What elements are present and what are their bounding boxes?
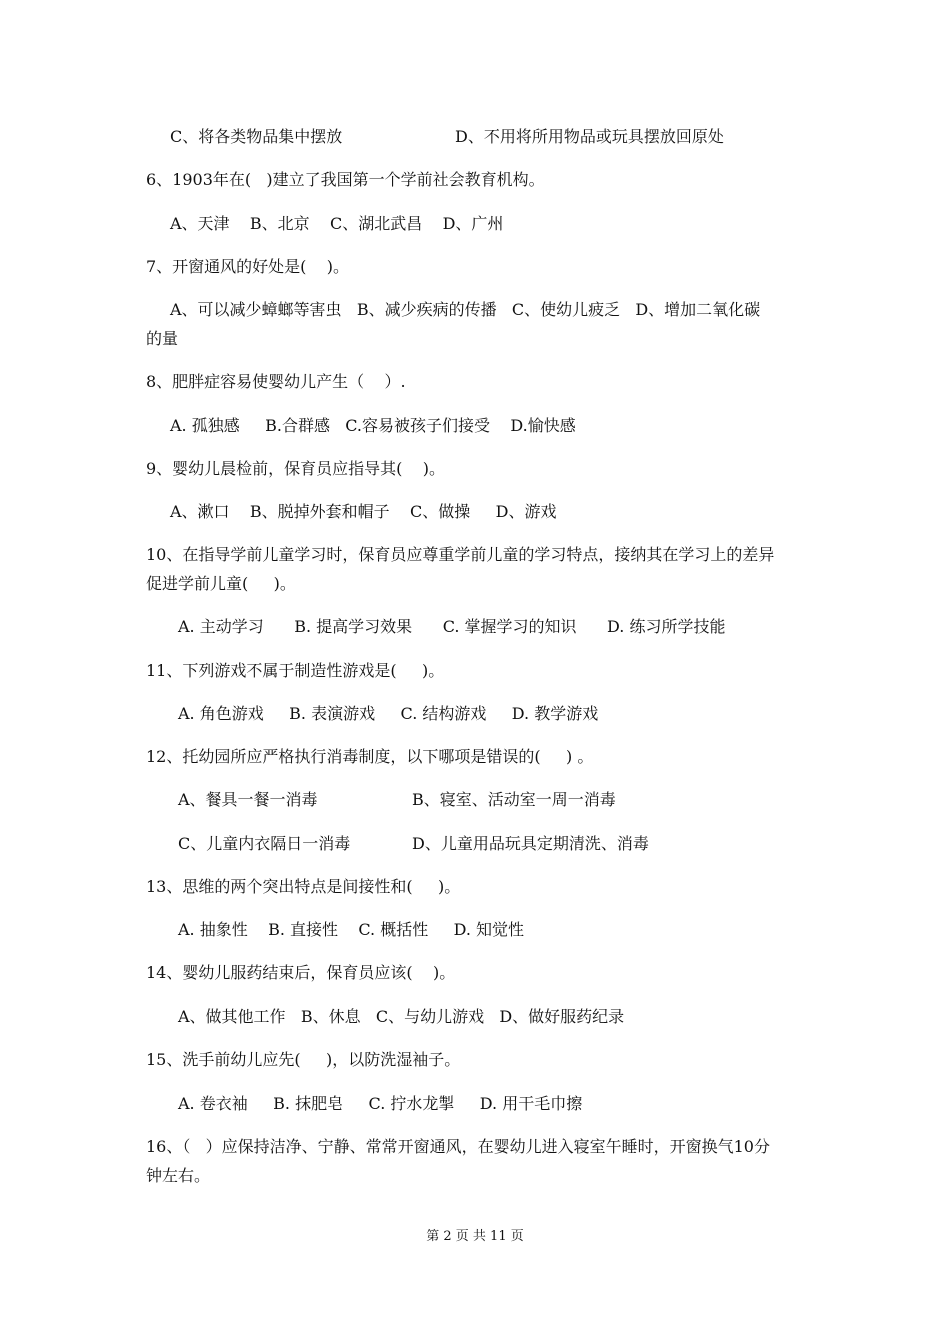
question-7: 7、开窗通风的好处是( )。 [146, 257, 350, 276]
question-13-options: A. 抽象性 B. 直接性 C. 概括性 D. 知觉性 [178, 920, 525, 939]
question-9-options: A、漱口 B、脱掉外套和帽子 C、做操 D、游戏 [170, 502, 557, 521]
question-14-options: A、做其他工作 B、休息 C、与幼儿游戏 D、做好服药纪录 [178, 1007, 625, 1026]
question-15: 15、洗手前幼儿应先( )，以防洗湿袖子。 [146, 1050, 461, 1069]
question-9: 9、婴幼儿晨检前，保育员应指导其( )。 [146, 459, 446, 478]
question-14: 14、婴幼儿服药结束后，保育员应该( )。 [146, 963, 456, 982]
question-11: 11、下列游戏不属于制造性游戏是( )。 [146, 661, 445, 680]
question-12: 12、托幼园所应严格执行消毒制度，以下哪项是错误的( ) 。 [146, 747, 594, 766]
question-10-options: A. 主动学习 B. 提高学习效果 C. 掌握学习的知识 D. 练习所学技能 [178, 617, 726, 636]
question-8: 8、肥胖症容易使婴幼儿产生（ ）. [146, 372, 406, 391]
question-6: 6、1903年在( )建立了我国第一个学前社会教育机构。 [146, 170, 545, 189]
question-6-options: A、天津 B、北京 C、湖北武昌 D、广州 [170, 214, 504, 233]
q5-option-c: C、将各类物品集中摆放 [170, 127, 343, 146]
question-10-continued: 促进学前儿童( )。 [146, 574, 296, 593]
question-11-options: A. 角色游戏 B. 表演游戏 C. 结构游戏 D. 教学游戏 [178, 704, 599, 723]
question-16: 16、（ ）应保持洁净、宁静、常常开窗通风，在婴幼儿进入寝室午睡时，开窗换气10分 [146, 1137, 770, 1156]
q5-option-d: D、不用将所用物品或玩具摆放回原处 [455, 127, 724, 146]
question-12-option-d: D、儿童用品玩具定期清洗、消毒 [412, 834, 649, 853]
question-7-options: A、可以减少蟑螂等害虫 B、减少疾病的传播 C、使幼儿疲乏 D、增加二氧化碳 [170, 300, 761, 319]
question-12-option-c: C、儿童内衣隔日一消毒 [178, 834, 351, 853]
question-7-options-continued: 的量 [146, 329, 179, 348]
page-footer [0, 1229, 950, 1245]
page-number: 第 2 页 共 11 页 [426, 1229, 524, 1244]
question-15-options: A. 卷衣袖 B. 抹肥皂 C. 拧水龙掣 D. 用干毛巾擦 [178, 1094, 583, 1113]
question-10: 10、在指导学前儿童学习时，保育员应尊重学前儿童的学习特点，接纳其在学习上的差异 [146, 545, 775, 564]
question-8-options: A. 孤独感 B.合群感 C.容易被孩子们接受 D.愉快感 [170, 416, 576, 435]
question-12-option-b: B、寝室、活动室一周一消毒 [412, 790, 616, 809]
question-12-option-a: A、餐具一餐一消毒 [178, 790, 318, 809]
question-13: 13、思维的两个突出特点是间接性和( )。 [146, 877, 461, 896]
question-16-continued: 钟左右。 [146, 1166, 211, 1185]
